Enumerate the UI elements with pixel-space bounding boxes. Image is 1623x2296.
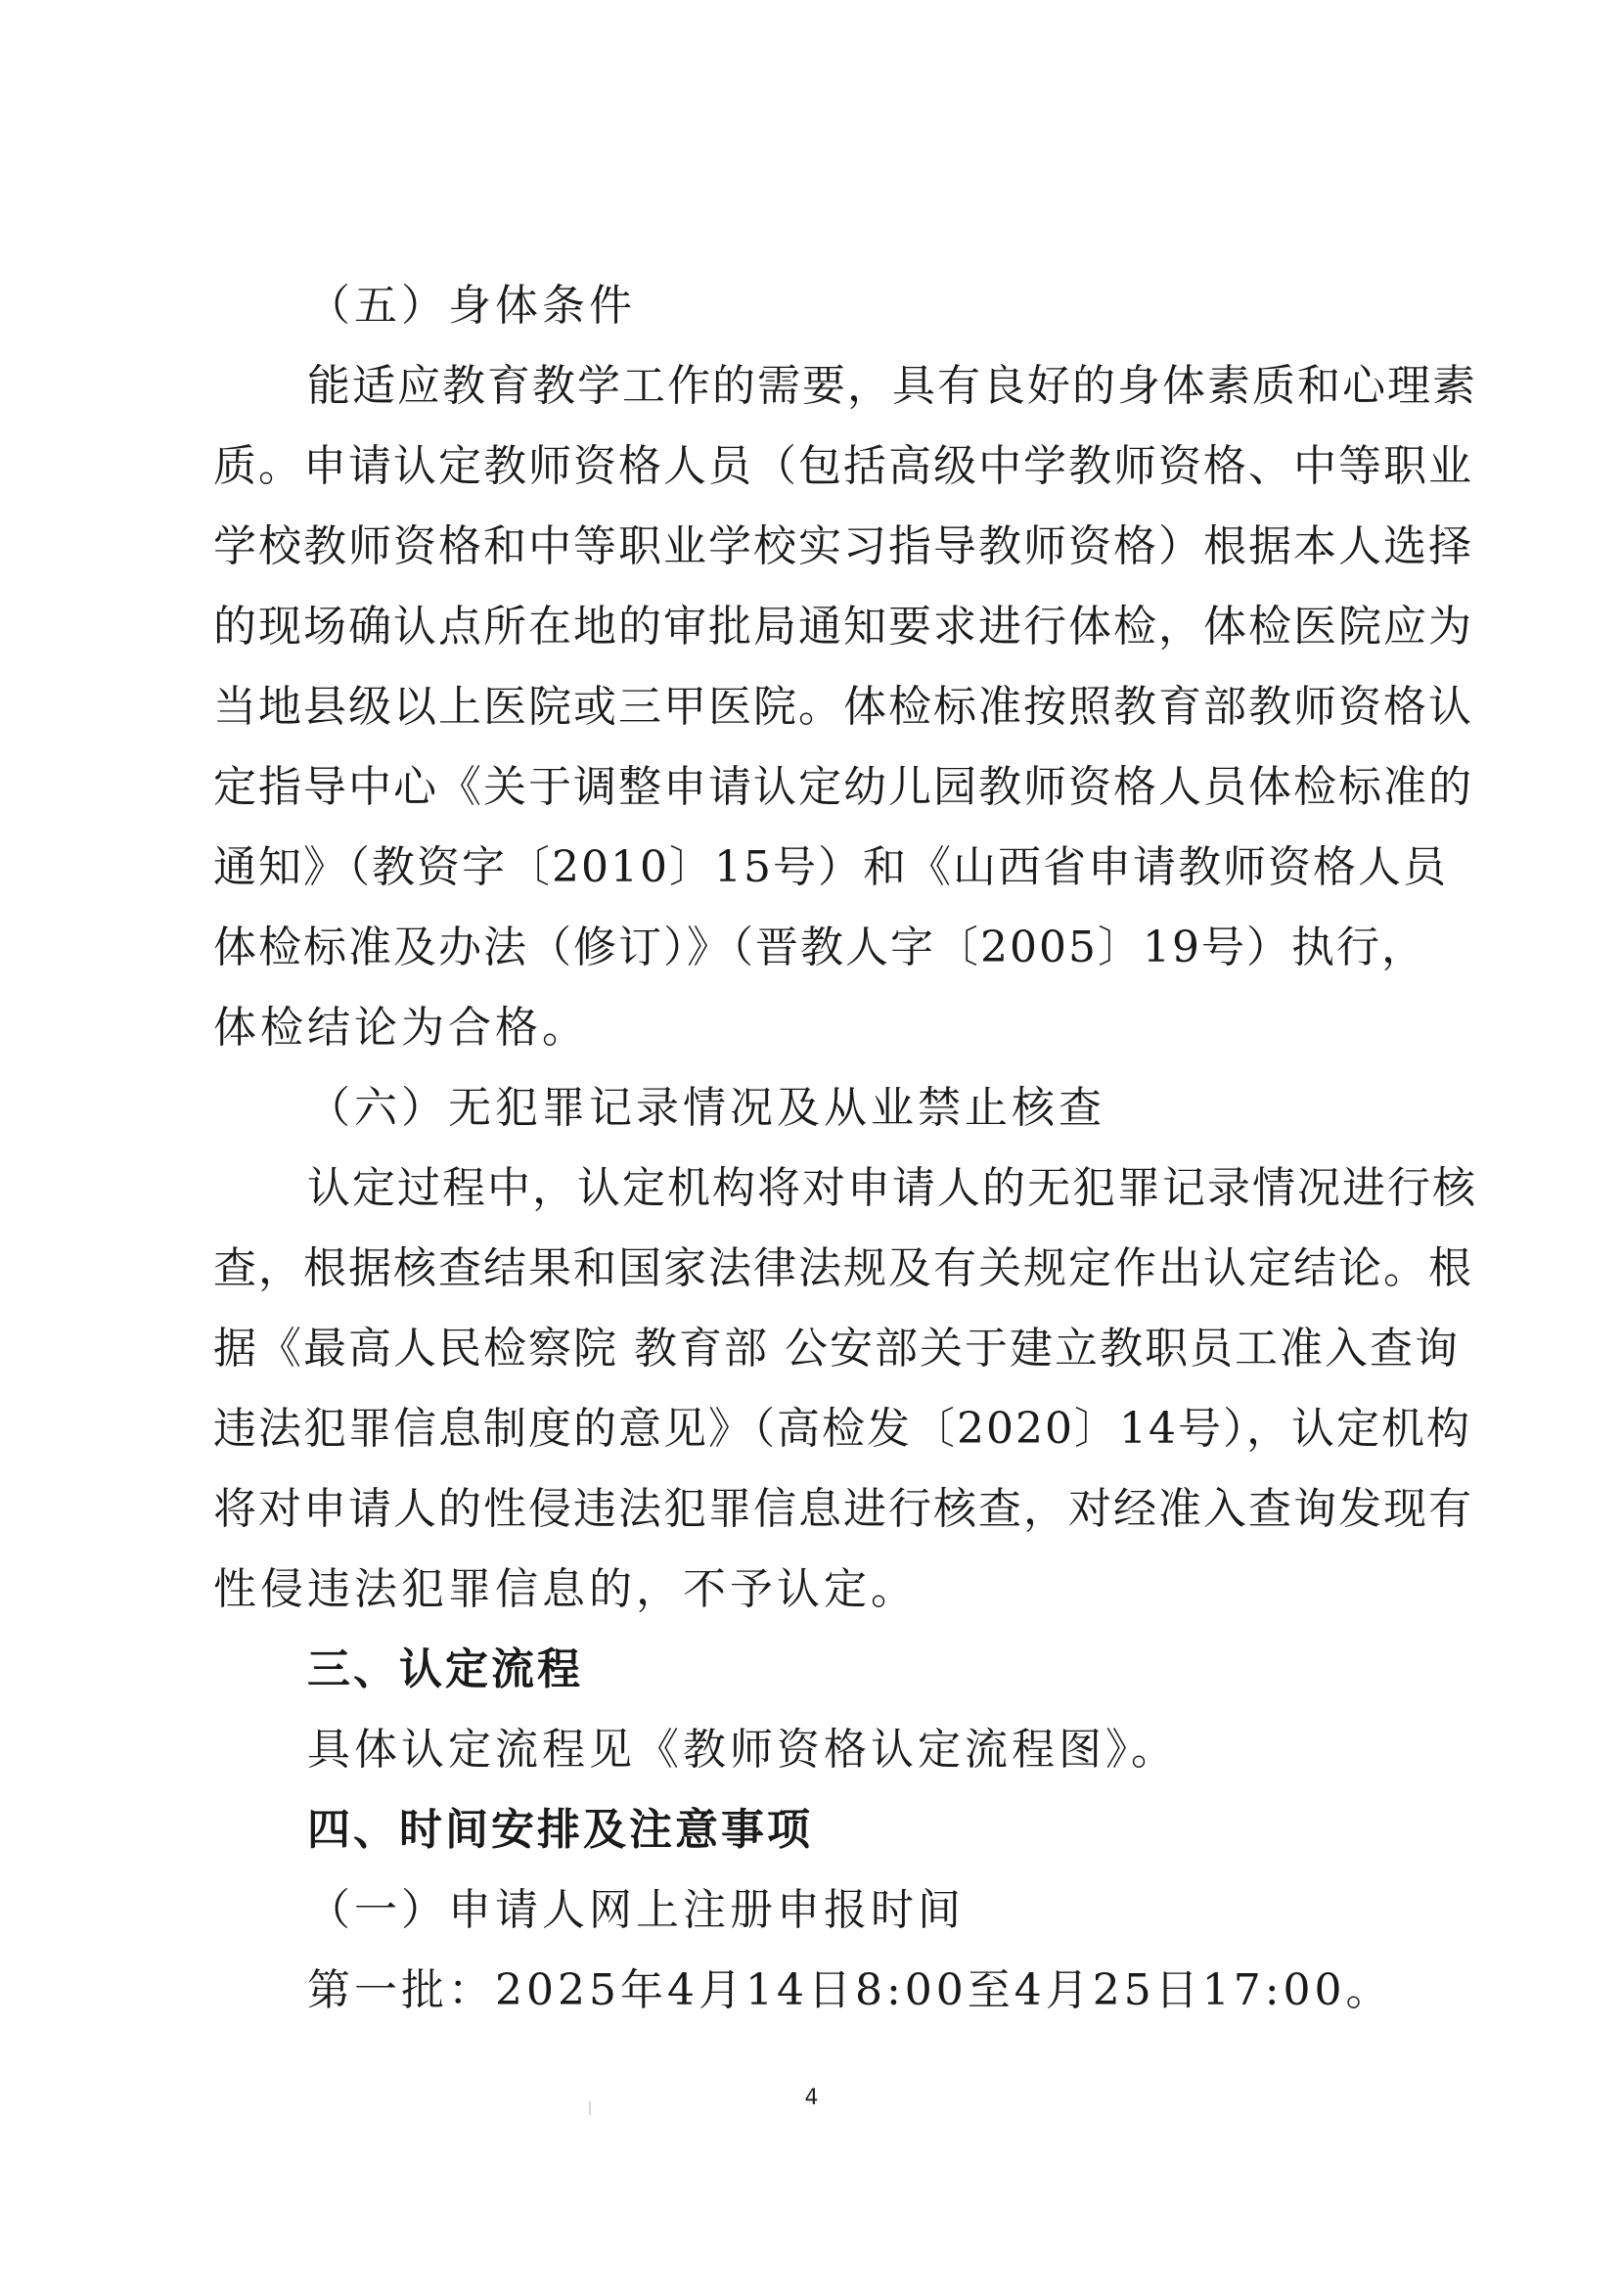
paragraph-line: 体检标准及办法（修订）》（晋教人字〔2005〕19号）执行， bbox=[213, 923, 1426, 972]
paragraph-line: 具体认定流程见《教师资格认定流程图》。 bbox=[307, 1725, 1178, 1775]
paragraph-line: 认定过程中，认定机构将对申请人的无犯罪记录情况进行核 bbox=[307, 1163, 1477, 1213]
page-number: 4 bbox=[804, 2086, 819, 2110]
paragraph-line: 的现场确认点所在地的审批局通知要求进行体检，体检医院应为 bbox=[213, 602, 1473, 652]
paragraph-line: 违法犯罪信息制度的意见》（高检发〔2020〕14号），认定机构 bbox=[213, 1404, 1471, 1454]
paragraph-line: 学校教师资格和中等职业学校实习指导教师资格）根据本人选择 bbox=[213, 521, 1473, 571]
paragraph-line: 查，根据核查结果和国家法律法规及有关规定作出认定结论。根 bbox=[213, 1243, 1473, 1293]
paragraph-line: 将对申请人的性侵违法犯罪信息进行核查，对经准入查询发现有 bbox=[213, 1484, 1473, 1534]
paragraph-line: 质。申请认定教师资格人员（包括高级中学教师资格、中等职业 bbox=[213, 441, 1473, 491]
paragraph-line: 性侵违法犯罪信息的，不予认定。 bbox=[213, 1564, 918, 1614]
subsection-heading-criminal-record-check: （六）无犯罪记录情况及从业禁止核查 bbox=[307, 1083, 1105, 1133]
paragraph-line: 通知》（教资字〔2010〕15号）和《山西省申请教师资格人员 bbox=[213, 842, 1448, 892]
paragraph-line: 当地县级以上医院或三甲医院。体检标准按照教育部教师资格认 bbox=[213, 682, 1473, 732]
paragraph-line: 体检结论为合格。 bbox=[213, 1003, 589, 1053]
subsection-heading-physical-condition: （五）身体条件 bbox=[307, 281, 636, 331]
paragraph-line: 能适应教育教学工作的需要，具有良好的身体素质和心理素 bbox=[307, 361, 1477, 411]
paragraph-line: 据《最高人民检察院 教育部 公安部关于建立教职员工准入查询 bbox=[213, 1324, 1460, 1373]
paragraph-line: 第一批：2025年4月14日8:00至4月25日17:00。 bbox=[307, 1965, 1393, 2015]
subsection-heading-online-registration-time: （一）申请人网上注册申报时间 bbox=[307, 1885, 965, 1935]
paragraph-line: 定指导中心《关于调整申请认定幼儿园教师资格人员体检标准的 bbox=[213, 762, 1473, 812]
section-heading-certification-process: 三、认定流程 bbox=[307, 1644, 583, 1694]
document-body bbox=[213, 266, 1477, 2031]
section-heading-schedule-and-notes: 四、时间安排及注意事项 bbox=[307, 1805, 813, 1855]
